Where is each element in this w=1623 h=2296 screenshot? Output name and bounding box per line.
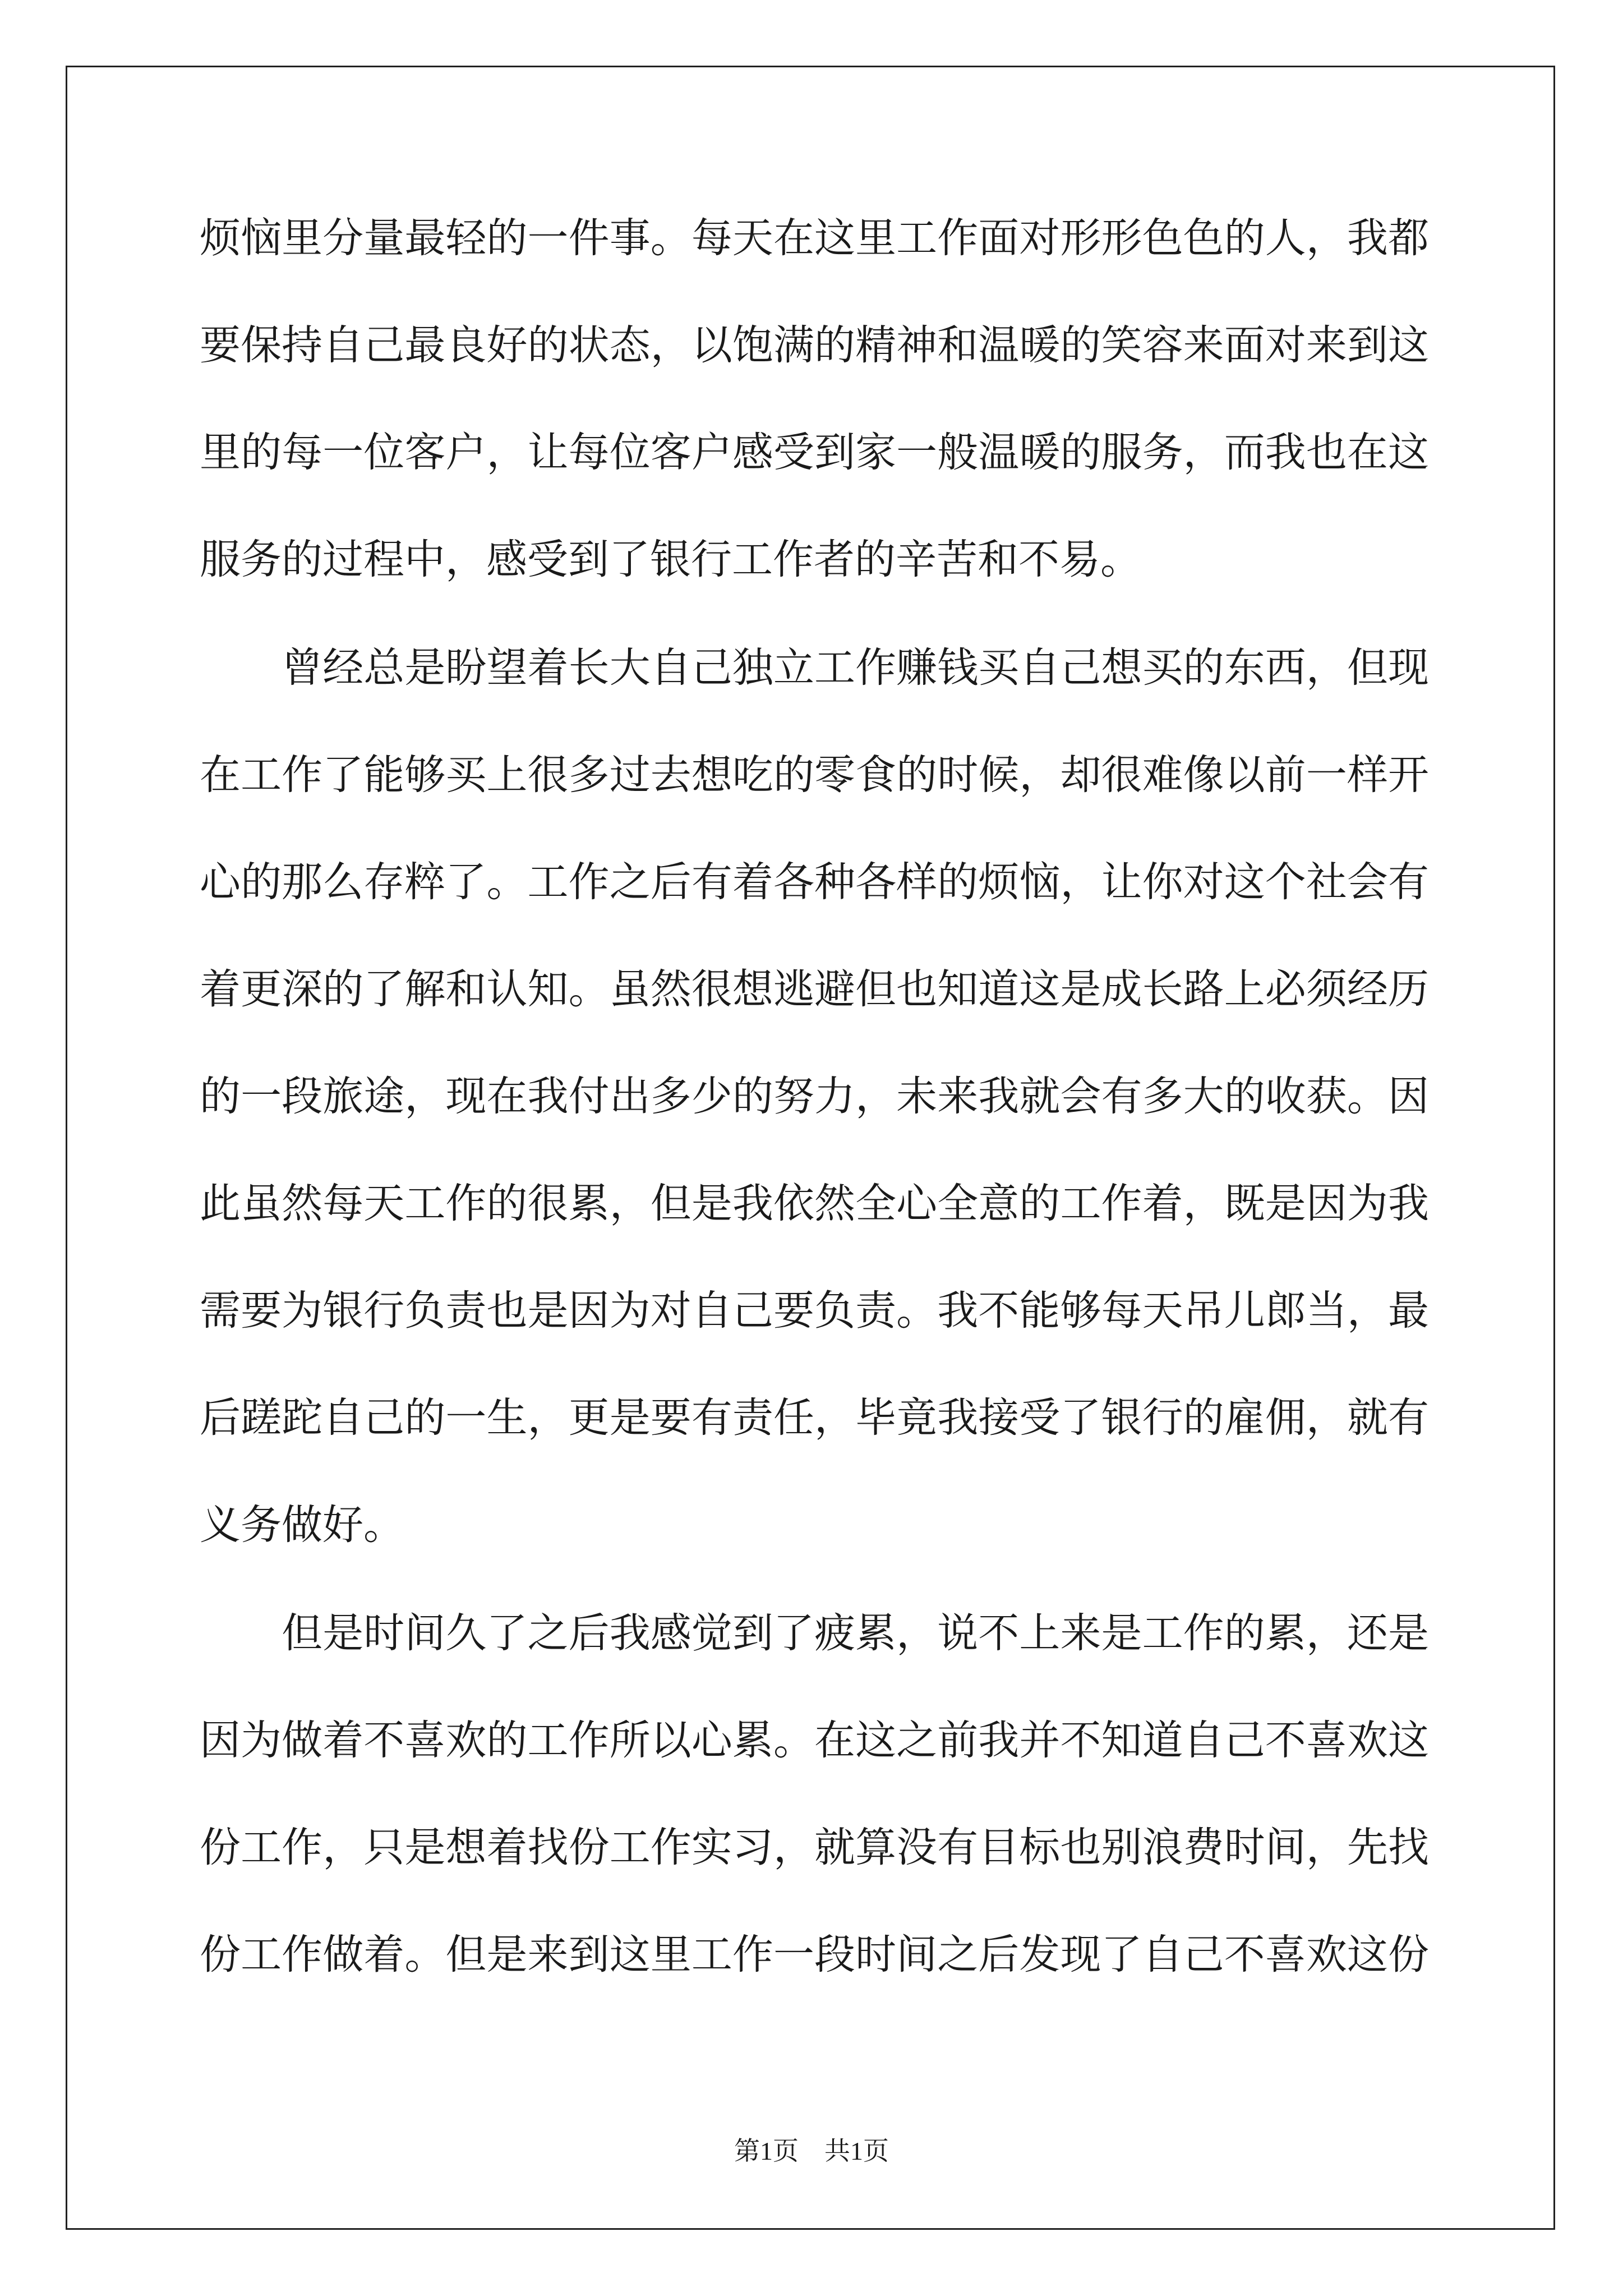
text-line: 需要为银行负责也是因为对自己要负责。我不能够每天吊儿郎当，最 [200, 1287, 1429, 1335]
text-line: 在工作了能够买上很多过去想吃的零食的时候，却很难像以前一样开 [200, 751, 1429, 799]
text-line: 着更深的了解和认知。虽然很想逃避但也知道这是成长路上必须经历 [200, 965, 1429, 1013]
text-line: 份工作做着。但是来到这里工作一段时间之后发现了自己不喜欢这份 [200, 1931, 1429, 1978]
document-body [200, 214, 1429, 2041]
text-line: 心的那么存粹了。工作之后有着各种各样的烦恼，让你对这个社会有 [200, 858, 1429, 906]
text-line: 义务做好。 [200, 1501, 404, 1549]
text-line: 份工作，只是想着找份工作实习，就算没有目标也别浪费时间，先找 [200, 1824, 1429, 1871]
text-line: 服务的过程中，感受到了银行工作者的辛苦和不易。 [200, 536, 1141, 583]
text-line: 的一段旅途，现在我付出多少的努力，未来我就会有多大的收获。因 [200, 1073, 1429, 1120]
text-line: 但是时间久了之后我感觉到了疲累，说不上来是工作的累，还是 [200, 1609, 1429, 1657]
text-line: 此虽然每天工作的很累，但是我依然全心全意的工作着，既是因为我 [200, 1180, 1429, 1227]
text-line: 里的每一位客户，让每位客户感受到家一般温暖的服务，而我也在这 [200, 429, 1429, 476]
text-line: 烦恼里分量最轻的一件事。每天在这里工作面对形形色色的人，我都 [200, 214, 1429, 262]
text-line: 曾经总是盼望着长大自己独立工作赚钱买自己想买的东西，但现 [200, 644, 1429, 692]
page-total: 共1页 [824, 2137, 889, 2165]
text-line: 后蹉跎自己的一生，更是要有责任，毕竟我接受了银行的雇佣，就有 [200, 1394, 1429, 1442]
text-line: 因为做着不喜欢的工作所以心累。在这之前我并不知道自己不喜欢这 [200, 1717, 1429, 1764]
page-number: 第1页 [734, 2137, 799, 2165]
text-line: 要保持自己最良好的状态，以饱满的精神和温暖的笑容来面对来到这 [200, 321, 1429, 369]
page-footer [0, 2131, 1623, 2168]
